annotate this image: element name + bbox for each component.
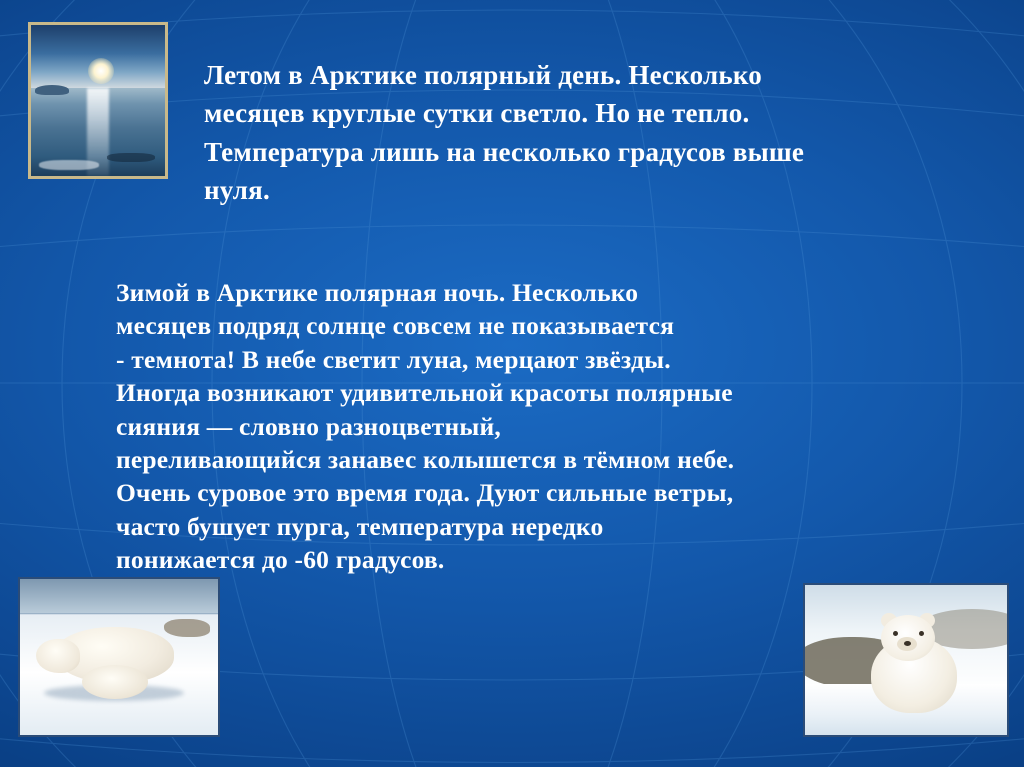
summer-paragraph [186, 56, 998, 209]
paragraph-line: часто бушует пурга, температура нередко [116, 511, 604, 541]
paragraph-line: понижается до -60 градусов. [116, 545, 445, 575]
paragraph-line: Летом в Арктике полярный день. Несколько [204, 60, 762, 90]
rock-shape [164, 619, 210, 637]
ice-floe [35, 85, 69, 95]
ice-floe [39, 160, 99, 170]
arctic-midnight-sun-photo [28, 22, 168, 179]
paragraph-line: нуля. [204, 174, 270, 205]
photo-horizon [20, 579, 218, 613]
winter-paragraph [104, 276, 914, 577]
cub-eye-right [919, 631, 924, 636]
cub-eye-left [893, 631, 898, 636]
paragraph-line: месяцев круглые сутки светло. Но не тепло. [204, 98, 750, 129]
paragraph-line: сияния — словно разноцветный, [116, 411, 501, 441]
ice-floe [107, 153, 155, 162]
polar-bear-cub-body [82, 665, 148, 699]
paragraph-line: Очень суровое это время года. Дуют сильные ветры, [116, 478, 734, 508]
paragraph-line: Температура лишь на несколько градусов выше [204, 136, 805, 167]
paragraph-line: переливающийся занавес колышется в тёмном небе. [116, 444, 735, 474]
polar-bear-cub-photo [803, 583, 1009, 737]
polar-bear-with-cub-photo [18, 577, 220, 737]
paragraph-line: месяцев подряд солнце совсем не показывается [116, 311, 675, 341]
paragraph-line: Зимой в Арктике полярная ночь. Несколько [116, 278, 639, 307]
paragraph-line: - темнота! В небе светит луна, мерцают звёзды. [116, 344, 671, 374]
polar-bear-head [36, 639, 80, 673]
cub-nose [904, 641, 911, 646]
sun-icon [88, 58, 114, 84]
paragraph-line: Иногда возникают удивительной красоты полярные [116, 378, 733, 408]
